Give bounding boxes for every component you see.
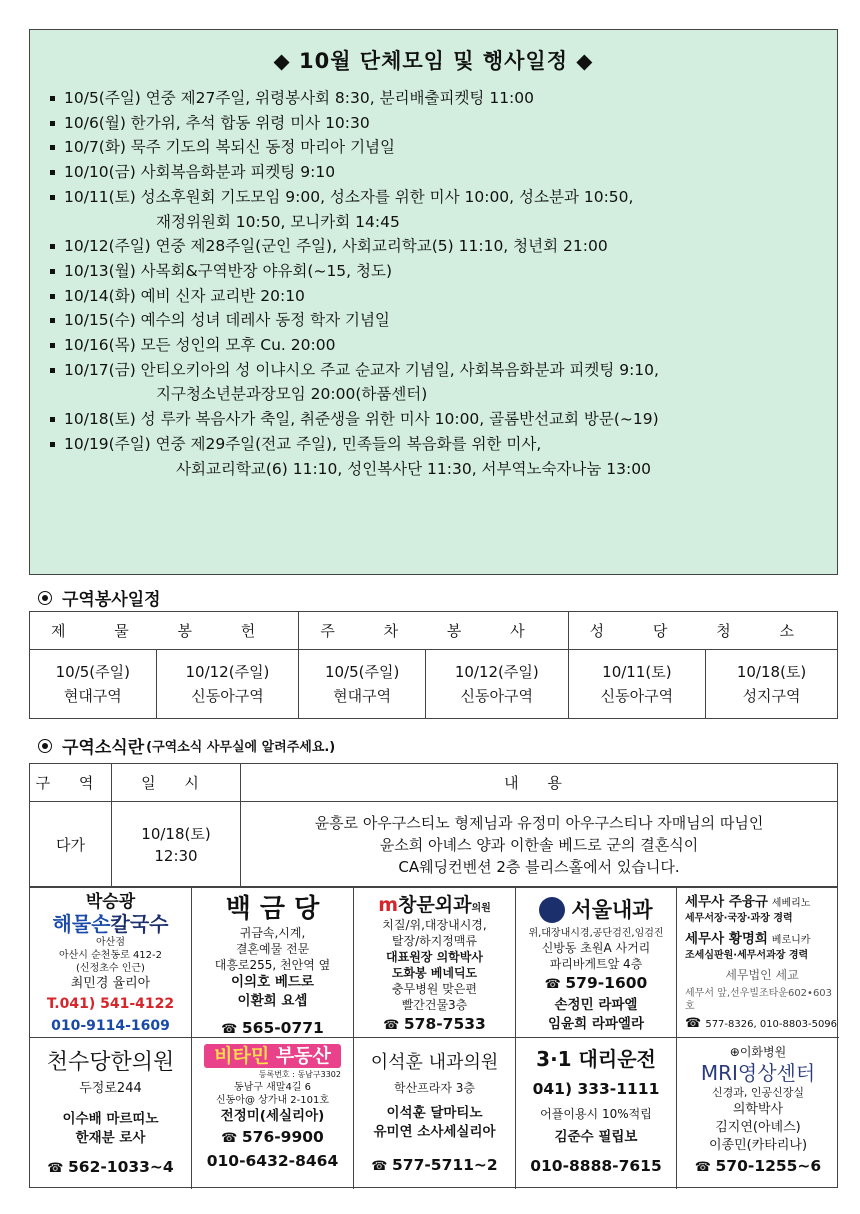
news-note: (구역소식 사무실에 알려주세요.) xyxy=(146,740,336,755)
news-header-area: 구 역 xyxy=(30,764,112,802)
schedule-item: 10/7(화) 묵주 기도의 복되신 동정 마리아 기념일 xyxy=(48,135,827,160)
service-cell: 10/18(토) 성지구역 xyxy=(706,650,838,719)
news-content: 윤흥로 아우구스티노 형제님과 유정미 아우구스티나 자매님의 따님인 윤소희 아녜스 양과 이한솔 베드로 군의 결혼식이 CA웨딩컨벤션 2층 블리스홀에서 있습니다. xyxy=(241,802,838,888)
ad-seoul-internal: 서울내과 위,대장내시경,공단검진,임검진 신방동 초원A 사거리 파리바게트앞 4층 ☎ 579-1600 손정민 라파엘 임윤희 라파엘라 xyxy=(516,887,677,1038)
schedule-list xyxy=(48,86,827,481)
news-area: 다가 xyxy=(30,802,112,888)
ad-tax-office: 세무사 주융규 세베리노 세무서장·국장·과장 경력 세무사 황명희 베로니카 조세심판원·세무서과장 경력 세무법인 세교 세무서 앞,선우빌조타운602•603호 ☎ 577-8326, 010-8803-5096 xyxy=(677,887,839,1038)
news-date: 10/18(토) 12:30 xyxy=(112,802,241,888)
schedule-item: 10/10(금) 사회복음화분과 피켓팅 9:10 xyxy=(48,160,827,185)
schedule-item: 10/16(목) 모든 성인의 모후 Cu. 20:00 xyxy=(48,333,827,358)
schedule-item: 10/18(토) 성 루카 복음사가 축일, 취준생을 위한 미사 10:00, 골롬반선교회 방문(~19) xyxy=(48,407,827,432)
ad-cheonsudang: 천수당한의원 두정로244 이수배 마르띠노 한재분 로사 ☎ 562-1033~4 xyxy=(30,1038,192,1189)
service-group-header: 주 차 봉 사 xyxy=(299,612,568,650)
news-table xyxy=(29,763,838,888)
schedule-item: 10/13(월) 사목회&구역반장 야유회(~15, 청도) xyxy=(48,259,827,284)
circle-bullet-icon xyxy=(38,739,52,753)
news-header-date: 일 시 xyxy=(112,764,241,802)
ad-vitamin-realty: 비타민 부동산 등록번호 : 동남구3302 동남구 새말4길 6 신동아@ 상가내 2-101호 전정미(세실리아) ☎ 576-9900 010-6432-8464 xyxy=(192,1038,354,1189)
ad-haemulson: 박승광 해물손칼국수 아산점 아산시 순천동로 412-2 (신정초수 인근) 최민경 율리아 T.041) 541-4122 010-9114-1609 xyxy=(30,887,192,1038)
emblem-icon xyxy=(539,897,565,923)
ads-grid xyxy=(29,886,838,1188)
service-cell: 10/12(주일) 신동아구역 xyxy=(425,650,568,719)
service-group-header: 성 당 청 소 xyxy=(568,612,837,650)
service-group-header: 제 물 봉 헌 xyxy=(30,612,299,650)
schedule-title: ◆ 10월 단체모임 및 행사일정 ◆ xyxy=(273,49,594,73)
ad-leeseokhoon-clinic: 이석훈 내과의원 학산프라자 3층 이석훈 달마티노 유미연 소사세실리아 ☎ 577-5711~2 xyxy=(354,1038,516,1189)
schedule-item: 10/19(주일) 연중 제29주일(전교 주일), 민족들의 복음화를 위한 미사, 사회교리학교(6) 11:10, 성인복사단 11:30, 서부역노숙자나눔 13:00 xyxy=(48,432,827,481)
news-header-content: 내 용 xyxy=(241,764,838,802)
clinic-logo-icon: m xyxy=(378,894,399,916)
ad-baekgeumdang: 백 금 당 귀금속,시계, 결혼예물 전문 대흥로255, 천안역 옆 이의호 베드로 이환희 요셉 ☎ 565-0771 xyxy=(192,887,354,1038)
schedule-item: 10/14(화) 예비 신자 교리반 20:10 xyxy=(48,284,827,309)
ad-changmun-surgery: m창문외과의원 치질/위,대장내시경, 탈장/하지정맥류 대표원장 의학박사 도화봉 베네딕도 충무병원 맞은편 빨간건물3층 ☎ 578-7533 xyxy=(354,887,516,1038)
news-heading: 구역소식란 (구역소식 사무실에 알려주세요.) xyxy=(38,733,335,758)
service-cell: 10/12(주일) 신동아구역 xyxy=(156,650,299,719)
service-cell: 10/5(주일) 현대구역 xyxy=(30,650,157,719)
schedule-item: 10/15(수) 예수의 성녀 데레사 동정 학자 기념일 xyxy=(48,308,827,333)
ad-mri-center: ⊕이화병원 MRI영상센터 신경과, 인공신장실 의학박사 김지연(아녜스) 이종민(카타리나) ☎ 570-1255~6 xyxy=(677,1038,839,1189)
service-cell: 10/11(토) 신동아구역 xyxy=(568,650,705,719)
service-table xyxy=(29,611,838,719)
service-heading: 구역봉사일정 xyxy=(38,585,161,610)
schedule-item: 10/11(토) 성소후원회 기도모임 9:00, 성소자를 위한 미사 10:00, 성소분과 10:50, 재정위원회 10:50, 모니카회 14:45 xyxy=(48,185,827,234)
ad-designated-driver: 3·1 대리운전 041) 333-1111 어플이용시 10%적립 김준수 필립보 010-8888-7615 xyxy=(516,1038,677,1189)
schedule-item: 10/17(금) 안티오키아의 성 이냐시오 주교 순교자 기념일, 사회복음화분과 피켓팅 9:10, 지구청소년분과장모임 20:00(하품센터) xyxy=(48,358,827,407)
schedule-item: 10/5(주일) 연중 제27주일, 위령봉사회 8:30, 분리배출피켓팅 11:00 xyxy=(48,86,827,111)
service-cell: 10/5(주일) 현대구역 xyxy=(299,650,426,719)
schedule-item: 10/12(주일) 연중 제28주일(군인 주일), 사회교리학교(5) 11:10, 청년회 21:00 xyxy=(48,234,827,259)
schedule-box xyxy=(29,29,838,575)
hospital-logo-icon: ⊕ xyxy=(729,1045,740,1059)
circle-bullet-icon xyxy=(38,591,52,605)
schedule-item: 10/6(월) 한가위, 추석 합동 위령 미사 10:30 xyxy=(48,111,827,136)
